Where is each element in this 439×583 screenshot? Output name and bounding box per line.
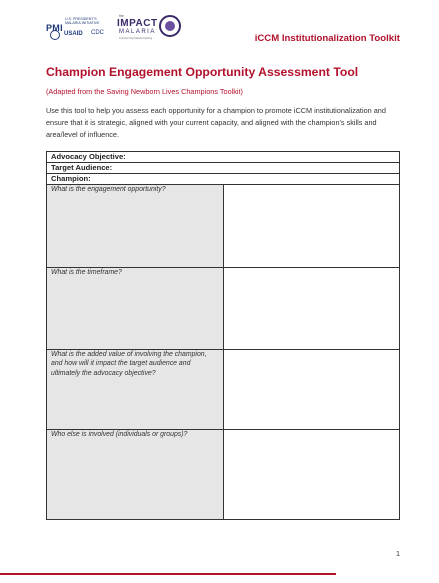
target-audience-label: Target Audience: bbox=[47, 163, 400, 174]
impact-logo-malaria: MALARIA bbox=[119, 29, 156, 35]
page-header bbox=[0, 0, 439, 52]
question-added-value: What is the added value of involving the champion, and how will it impact the target audience and ultimately the advocacy objective? bbox=[47, 350, 224, 430]
assessment-table bbox=[46, 151, 400, 520]
champion-label: Champion: bbox=[47, 174, 400, 185]
toolkit-title: iCCM Institutionalization Toolkit bbox=[254, 33, 400, 44]
impact-logo-tagline: Transforming Malaria Fighting bbox=[119, 37, 153, 40]
footer-divider bbox=[0, 573, 336, 575]
document-subtitle: (Adapted from the Saving Newborn Lives Champions Toolkit) bbox=[46, 87, 243, 96]
question-timeframe: What is the timeframe? bbox=[47, 268, 224, 350]
impact-logo-word: IMPACT bbox=[117, 18, 158, 29]
intro-paragraph: Use this tool to help you assess each opportunity for a champion to promote iCCM institutionalization and ensure that it is strategic, aligned with your current capacity, and aligned with the champion's skills and area/level of influence. bbox=[46, 106, 386, 140]
answer-cell-timeframe[interactable] bbox=[223, 268, 400, 350]
pmi-logo-text: PMI bbox=[46, 23, 63, 33]
answer-cell-added-value[interactable] bbox=[223, 350, 400, 430]
answer-cell-engagement-opportunity[interactable] bbox=[223, 185, 400, 268]
pmi-logo-subtitle: U.S. PRESIDENT'S MALARIA INITIATIVE bbox=[65, 17, 100, 25]
usaid-seal-icon bbox=[50, 30, 60, 40]
table-header-row bbox=[47, 152, 400, 163]
question-engagement-opportunity: What is the engagement opportunity? bbox=[47, 185, 224, 268]
seal-icon bbox=[159, 15, 181, 37]
table-header-row bbox=[47, 163, 400, 174]
table-row bbox=[47, 185, 400, 268]
cdc-logo: CDC bbox=[91, 30, 104, 36]
table-header-row bbox=[47, 174, 400, 185]
impact-logo-the: the bbox=[119, 14, 124, 18]
question-who-else-involved: Who else is involved (individuals or groups)? bbox=[47, 430, 224, 520]
table-row bbox=[47, 430, 400, 520]
usaid-logo: USAID bbox=[64, 31, 83, 37]
answer-cell-who-else-involved[interactable] bbox=[223, 430, 400, 520]
page-number: 1 bbox=[396, 549, 401, 558]
document-title: Champion Engagement Opportunity Assessment Tool bbox=[46, 65, 359, 79]
table-row bbox=[47, 350, 400, 430]
table-row bbox=[47, 268, 400, 350]
advocacy-objective-label: Advocacy Objective: bbox=[47, 152, 400, 163]
